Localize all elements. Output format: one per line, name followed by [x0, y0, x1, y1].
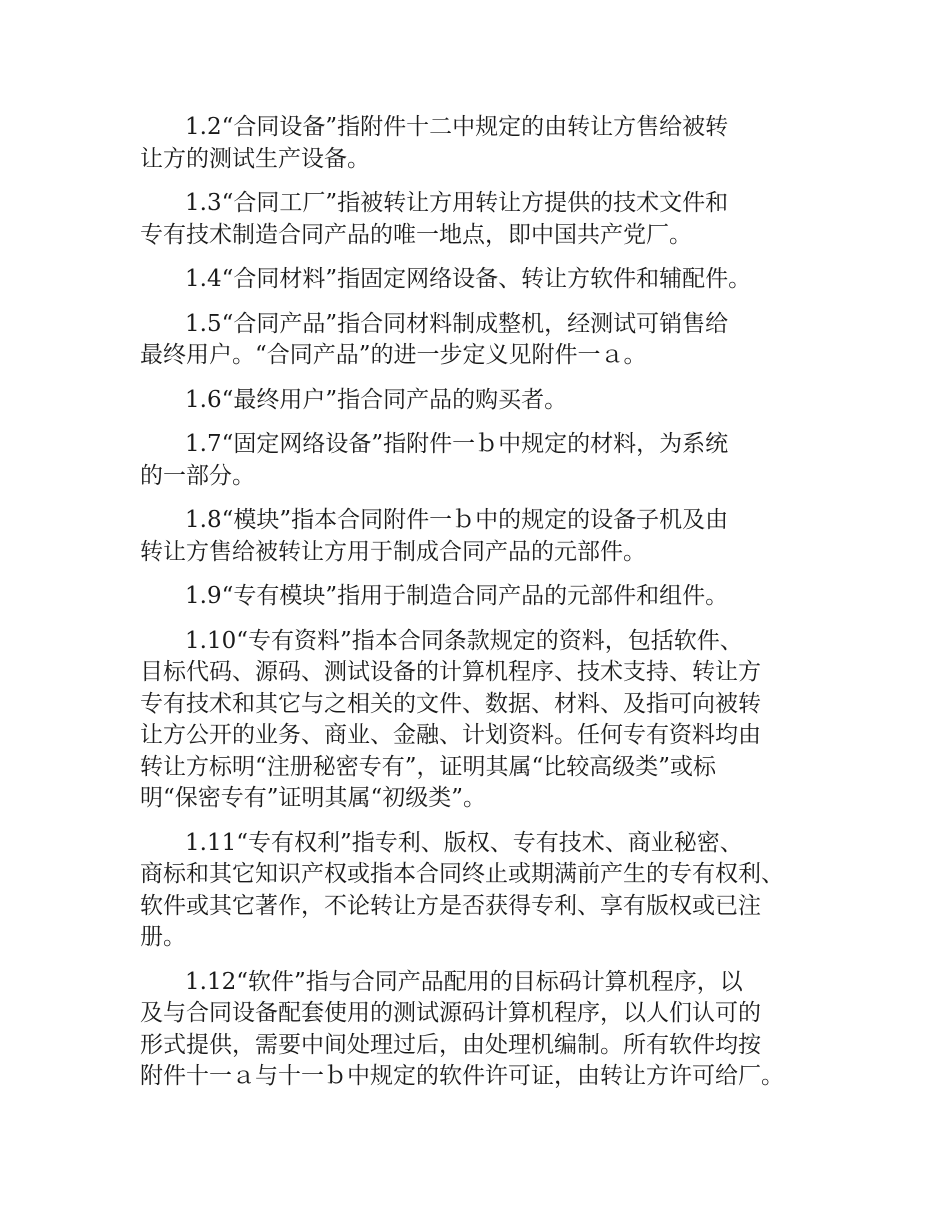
- clause-1-2: 1.2“合同设备”指附件十二中规定的由转让方售给被转 让方的测试生产设备。: [140, 114, 729, 172]
- clause-1-11: 1.11“专有权利”指专利、版权、专有技术、商业秘密、 商标和其它知识产权或指本合同终止或期满前产生的专有权利、 软件或其它著作，不论转让方是否获得专利、享有版权或已注 册。: [140, 829, 784, 950]
- document-body: [140, 112, 830, 1106]
- clause-1-5: 1.5“合同产品”指合同材料制成整机，经测试可销售给 最终用户。“合同产品”的进一步定义见附件一ａ。: [140, 310, 729, 368]
- clause-1-7: 1.7“固定网络设备”指附件一ｂ中规定的材料，为系统 的一部分。: [140, 431, 729, 489]
- clause-1-9: 1.9“专有模块”指用于制造合同产品的元部件和组件。: [185, 583, 729, 609]
- clause-1-10: 1.10“专有资料”指本合同条款规定的资料，包括软件、 目标代码、源码、测试设备的计算机程序、技术支持、转让方 专有技术和其它与之相关的文件、数据、材料、及指可向被转 让方公开的业务、商业、金融、计划资料。任何专有资料均由 转让方标明“注册秘密专有”，证明其属“比较高级类”或标 明“保密专有”证明其属“初级类”。: [140, 627, 761, 811]
- clause-1-3: 1.3“合同工厂”指被转让方用转让方提供的技术文件和 专有技术制造合同产品的唯一地点，即中国共产党厂。: [140, 190, 729, 248]
- clause-1-6: 1.6“最终用户”指合同产品的购买者。: [185, 386, 568, 413]
- clause-1-12: 1.12“软件”指与合同产品配用的目标码计算机程序，以 及与合同设备配套使用的测试源码计算机程序，以人们认可的 形式提供，需要中间处理过后，由处理机编制。所有软件均按 附件十一ａ与十一ｂ中规定的软件许可证，由转让方许可给厂。: [140, 968, 784, 1089]
- clause-1-8: 1.8“模块”指本合同附件一ｂ中的规定的设备子机及由 转让方售给被转让方用于制成合同产品的元部件。: [140, 507, 729, 565]
- clause-1-4: 1.4“合同材料”指固定网络设备、转让方软件和辅配件。: [185, 266, 752, 292]
